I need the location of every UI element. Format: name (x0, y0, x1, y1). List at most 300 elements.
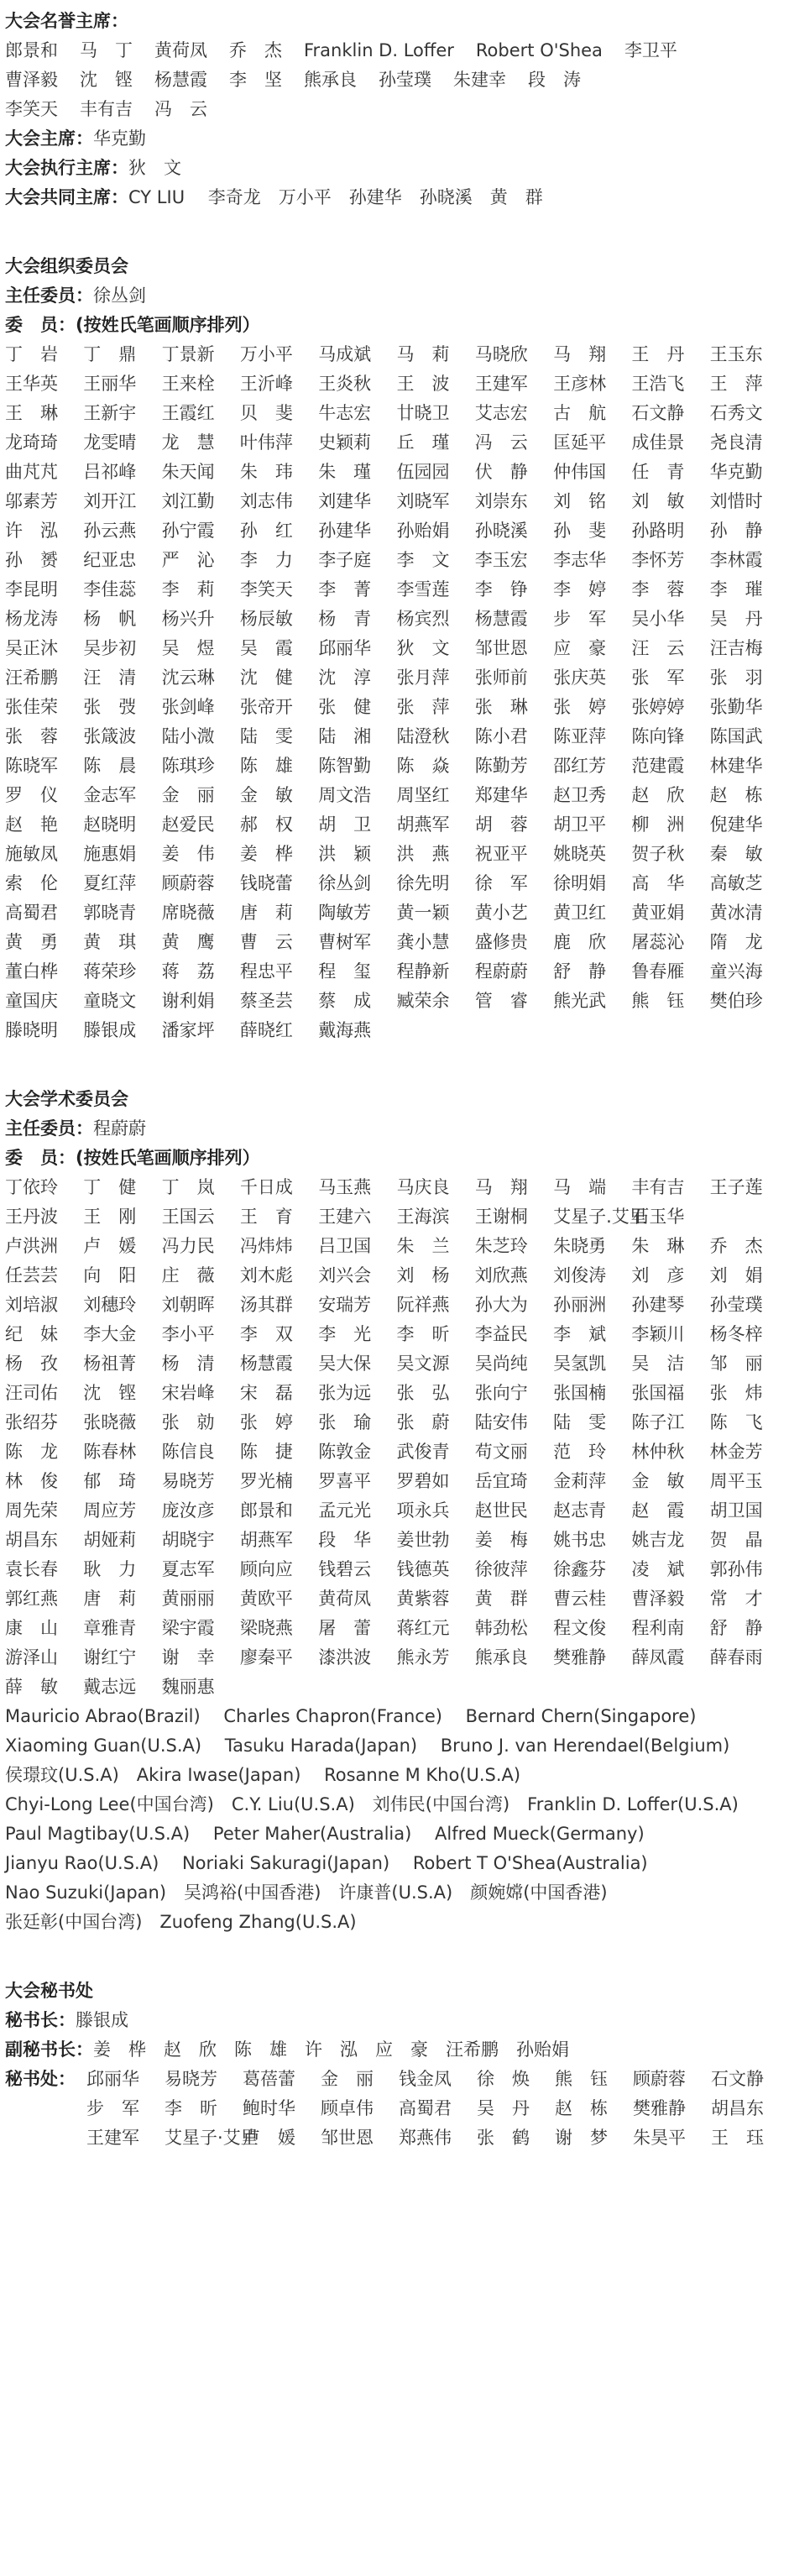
organizing-member-name: 李玉宏 (474, 550, 528, 570)
honorary-chair-name: 段 涛 (528, 70, 581, 90)
organizing-member-name: 步 军 (553, 609, 607, 629)
organizing-member-name: 张庆英 (553, 668, 607, 688)
organizing-members-grid (5, 340, 789, 1045)
academic-member-name: 漆洪波 (318, 1647, 372, 1668)
organizing-member-name: 蒋 荔 (161, 961, 215, 982)
deputy-secretary-label: 副秘书长： (5, 2039, 93, 2060)
academic-member-name: 张 蔚 (396, 1412, 450, 1432)
organizing-member-name: 鲁春雁 (631, 961, 685, 982)
organizing-member-name: 熊 钰 (631, 991, 685, 1011)
organizing-member-name: 尧良清 (709, 432, 763, 453)
organizing-member-name: 胡卫平 (553, 814, 607, 835)
academic-member-name: 谢红宁 (83, 1647, 137, 1668)
honorary-chair-name: 孙莹璞 (379, 70, 431, 90)
organizing-member-name: 王彦林 (553, 374, 607, 394)
organizing-member-name: 陈 雄 (239, 756, 293, 776)
organizing-member-name: 成佳景 (631, 432, 685, 453)
organizing-member-name: 洪 燕 (396, 844, 450, 864)
academic-member-name: 朱芝玲 (474, 1236, 528, 1256)
organizing-member-name: 刘建华 (318, 491, 372, 511)
academic-member-name: 乔 杰 (709, 1236, 763, 1256)
organizing-member-name: 狄 文 (396, 638, 450, 658)
academic-member-name: 曹泽毅 (631, 1589, 685, 1609)
academic-member-name: 刘 杨 (396, 1265, 450, 1285)
academic-member-name: 刘欣燕 (474, 1265, 528, 1285)
academic-member-name: 陈 飞 (709, 1412, 763, 1432)
academic-members-grid (5, 1173, 789, 1702)
organizing-member-name: 程 玺 (318, 961, 372, 982)
secretary-general-label: 秘书长： (5, 2010, 76, 2030)
secretariat-clerk-name: 葛蓓蕾 (243, 2069, 295, 2089)
academic-member-name: 刘兴会 (318, 1265, 372, 1285)
organizing-member-name: 程蔚蔚 (474, 961, 528, 982)
organizing-member-name: 黄 琪 (83, 932, 137, 952)
academic-member-name: 薛凤霞 (631, 1647, 685, 1668)
academic-member-name: 程文俊 (553, 1618, 607, 1638)
secretariat-clerk-name: 顾蔚蓉 (633, 2069, 686, 2089)
organizing-member-name: 杨龙涛 (5, 609, 58, 629)
organizing-member-name: 黄小艺 (474, 903, 528, 923)
academic-member-name: 安瑞芳 (318, 1295, 372, 1315)
academic-member-name: 马 端 (553, 1177, 607, 1197)
academic-member-name: 马 翔 (474, 1177, 528, 1197)
academic-member-name: 马玉燕 (318, 1177, 372, 1197)
academic-member-name: 熊承良 (474, 1647, 528, 1668)
organizing-member-name: 杨宾烈 (396, 609, 450, 629)
academic-member-name: 戴志远 (83, 1677, 137, 1697)
academic-member-name: 段 华 (318, 1530, 372, 1550)
academic-member-name: 游泽山 (5, 1647, 58, 1668)
academic-member-name: 赵世民 (474, 1500, 528, 1521)
organizing-member-name: 滕银成 (83, 1020, 137, 1040)
organizing-member-name: 赵 艳 (5, 814, 58, 835)
organizing-member-name: 王浩飞 (631, 374, 685, 394)
organizing-member-name: 高 华 (631, 873, 685, 893)
academic-member-name: 吴 洁 (631, 1353, 685, 1374)
academic-member-name: 张为远 (318, 1383, 372, 1403)
academic-member-name: 郭红燕 (5, 1589, 58, 1609)
honorary-chair-name: 李 坚 (229, 70, 282, 90)
honorary-chair-name: 沈 铿 (80, 70, 133, 90)
academic-member-name: 谢 幸 (161, 1647, 215, 1668)
academic-member-name: 姚吉龙 (631, 1530, 685, 1550)
academic-member-name: 王子莲 (709, 1177, 763, 1197)
organizing-member-name: 吴 丹 (709, 609, 763, 629)
organizing-member-name: 陈国武 (709, 726, 763, 746)
organizing-member-name: 黄冰清 (709, 903, 763, 923)
organizing-member-name: 陆 湘 (318, 726, 372, 746)
organizing-member-name: 唐 莉 (239, 903, 293, 923)
organizing-member-name: 曹树军 (318, 932, 372, 952)
secretariat-clerk-name: 赵 栋 (555, 2098, 608, 2118)
academic-member-name: 张 弘 (396, 1383, 450, 1403)
organizing-member-name: 赵爱民 (161, 814, 215, 835)
academic-member-name: 马庆良 (396, 1177, 450, 1197)
academic-member-name: 姚书忠 (553, 1530, 607, 1550)
honorary-chair-name: 丰有吉 (80, 99, 133, 119)
academic-member-name: 赵 霞 (631, 1500, 685, 1521)
organizing-member-name: 王霞红 (161, 403, 215, 423)
organizing-member-name: 丘 瑾 (396, 432, 450, 453)
exec-chair-name: 狄 文 (128, 158, 181, 178)
organizing-member-name: 孙建华 (318, 521, 372, 541)
secretariat-clerk-name: 金 丽 (321, 2069, 374, 2089)
secretariat-clerk-name: 王 珏 (711, 2128, 764, 2148)
deputy-secretary-row (5, 2035, 789, 2065)
organizing-member-name: 贝 斐 (239, 403, 293, 423)
organizing-member-name: 王 丹 (631, 344, 685, 364)
organizing-member-name: 马晓欣 (474, 344, 528, 364)
academic-member-name: 黄紫蓉 (396, 1589, 450, 1609)
academic-member-name: 黄丽丽 (161, 1589, 215, 1609)
organizing-member-name: 索 伦 (5, 873, 58, 893)
academic-member-name: 李 斌 (553, 1324, 607, 1344)
secretariat-clerk-name: 邱丽华 (86, 2069, 139, 2089)
academic-member-name: 林仲秋 (631, 1442, 685, 1462)
organizing-member-name: 周文浩 (318, 785, 372, 805)
academic-member-name: 周平玉 (709, 1471, 763, 1491)
organizing-member-name: 张帝开 (239, 697, 293, 717)
honorary-chair-name: 黄荷凤 (154, 40, 207, 60)
academic-member-name: 张 炜 (709, 1383, 763, 1403)
organizing-member-name: 张 弢 (83, 697, 137, 717)
organizing-member-name: 赵晓明 (83, 814, 137, 835)
academic-member-name: 李小平 (161, 1324, 215, 1344)
organizing-member-name: 张 萍 (396, 697, 450, 717)
academic-member-name: 宋 磊 (239, 1383, 293, 1403)
international-members-line: Chyi-Long Lee(中国台湾) C.Y. Liu(U.S.A) 刘伟民(中国台湾) Franklin D. Loffer(U.S.A) (5, 1794, 739, 1814)
organizing-member-name: 伍园园 (396, 462, 450, 482)
organizing-member-name: 张 琳 (474, 697, 528, 717)
organizing-member-name: 陈亚萍 (553, 726, 607, 746)
academic-member-name: 卢 媛 (83, 1236, 137, 1256)
secretariat-clerk-name: 高蜀君 (399, 2098, 452, 2118)
organizing-member-name: 隋 龙 (709, 932, 763, 952)
organizing-member-name: 蒋荣珍 (83, 961, 137, 982)
organizing-member-name: 熊光武 (553, 991, 607, 1011)
organizing-member-name: 李雪莲 (396, 579, 450, 599)
organizing-member-name: 张剑峰 (161, 697, 215, 717)
organizing-member-name: 王新宇 (83, 403, 137, 423)
organizing-member-name: 王 萍 (709, 374, 763, 394)
organizing-member-name: 洪 颖 (318, 844, 372, 864)
organizing-member-name: 李昆明 (5, 579, 58, 599)
organizing-member-name: 李 铮 (474, 579, 528, 599)
honorary-chair-name: Robert O'Shea (475, 40, 603, 60)
organizing-member-name: 杨兴升 (161, 609, 215, 629)
academic-member-name: 王国云 (161, 1207, 215, 1227)
secretariat-clerk-name: 熊 钰 (555, 2069, 608, 2089)
organizing-member-name: 张佳荣 (5, 697, 58, 717)
organizing-member-name: 仲伟国 (553, 462, 607, 482)
organizing-member-name: 龚小慧 (396, 932, 450, 952)
international-members-list (5, 1702, 789, 1937)
academic-member-name: 李颖川 (631, 1324, 685, 1344)
academic-member-name: 苟文丽 (474, 1442, 528, 1462)
secretariat-clerk-name: 顾卓伟 (321, 2098, 374, 2118)
academic-member-name: 王丹波 (5, 1207, 58, 1227)
academic-member-name: 吴文源 (396, 1353, 450, 1374)
secretariat-clerk-name: 胡昌东 (711, 2098, 764, 2118)
organizing-member-name: 林建华 (709, 756, 763, 776)
academic-member-name: 任芸芸 (5, 1265, 58, 1285)
academic-member-name: 冯炜炜 (239, 1236, 293, 1256)
academic-member-name: 徐彼萍 (474, 1559, 528, 1579)
organizing-member-name: 许 泓 (5, 521, 58, 541)
organizing-member-name: 曹 云 (239, 932, 293, 952)
organizing-member-name: 臧荣余 (396, 991, 450, 1011)
academic-member-name: 章雅青 (83, 1618, 137, 1638)
academic-member-name: 钱碧云 (318, 1559, 372, 1579)
organizing-member-name: 刘志伟 (239, 491, 293, 511)
organizing-member-name: 刘江勤 (161, 491, 215, 511)
organizing-member-name: 汪吉梅 (709, 638, 763, 658)
international-members-line: Xiaoming Guan(U.S.A) Tasuku Harada(Japan) Bruno J. van Herendael(Belgium) (5, 1736, 730, 1756)
organizing-member-name: 沈 淳 (318, 668, 372, 688)
organizing-member-name: 陈勤芳 (474, 756, 528, 776)
academic-member-name: 赵志青 (553, 1500, 607, 1521)
academic-member-name: 孙建琴 (631, 1295, 685, 1315)
organizing-member-name: 万小平 (239, 344, 293, 364)
honorary-chairs-label: 大会名誉主席： (5, 11, 128, 31)
organizing-member-name: 王丽华 (83, 374, 137, 394)
secretariat-clerk-name: 樊雅静 (633, 2098, 686, 2118)
organizing-director-row (5, 281, 789, 311)
organizing-member-name: 刘开江 (83, 491, 137, 511)
organizing-member-name: 金 丽 (161, 785, 215, 805)
organizing-member-name: 王 波 (396, 374, 450, 394)
organizing-member-name: 李 莉 (161, 579, 215, 599)
academic-member-name: 杨慧霞 (239, 1353, 293, 1374)
secretariat-clerk-name: 邹世恩 (321, 2128, 374, 2148)
organizing-member-name: 华克勤 (709, 462, 763, 482)
academic-member-name: 屠 蕾 (318, 1618, 372, 1638)
academic-member-name: 廖秦平 (239, 1647, 293, 1668)
academic-member-name: 杨 孜 (5, 1353, 58, 1374)
organizing-member-name: 陈晓军 (5, 756, 58, 776)
organizing-member-name: 任 青 (631, 462, 685, 482)
academic-member-name: 范 玲 (553, 1442, 607, 1462)
academic-member-name: 刘 彦 (631, 1265, 685, 1285)
academic-member-name: 冯力民 (161, 1236, 215, 1256)
honorary-chairs-list (5, 36, 789, 124)
academic-member-name: 凌 斌 (631, 1559, 685, 1579)
academic-member-name: 胡卫国 (709, 1500, 763, 1521)
organizing-member-name: 陆小溦 (161, 726, 215, 746)
academic-member-name: 杨祖菁 (83, 1353, 137, 1374)
organizing-member-name: 范建霞 (631, 756, 685, 776)
organizing-member-name: 戴海燕 (318, 1020, 372, 1040)
organizing-member-name: 丁 鼎 (83, 344, 137, 364)
organizing-member-name: 郭晓青 (83, 903, 137, 923)
organizing-member-name: 高敏芝 (709, 873, 763, 893)
organizing-member-name: 秦 敏 (709, 844, 763, 864)
organizing-member-name: 朱天闻 (161, 462, 215, 482)
organizing-member-name: 牛志宏 (318, 403, 372, 423)
exec-chair-label: 大会执行主席： (5, 158, 128, 178)
organizing-member-name: 张 羽 (709, 668, 763, 688)
chair-row (5, 124, 789, 154)
academic-member-name: 李 光 (318, 1324, 372, 1344)
academic-member-name: 陈 捷 (239, 1442, 293, 1462)
organizing-member-name: 黄卫红 (553, 903, 607, 923)
organizing-member-name: 李 力 (239, 550, 293, 570)
organizing-member-name: 蔡圣芸 (239, 991, 293, 1011)
organizing-member-name: 金 敏 (239, 785, 293, 805)
academic-member-name: 常 才 (709, 1589, 763, 1609)
secretariat-clerk-name: 徐 焕 (477, 2069, 530, 2089)
academic-member-name: 陈春林 (83, 1442, 137, 1462)
honorary-chair-name: 曹泽毅 (5, 70, 58, 90)
academic-member-name: 张 勍 (161, 1412, 215, 1432)
deputy-secretary-names: 姜 桦 赵 欣 陈 雄 许 泓 应 豪 汪希鹏 孙贻娟 (93, 2039, 569, 2060)
organizing-member-name: 胡 卫 (318, 814, 372, 835)
secretariat-clerk-name: 艾星子·艾里 (165, 2128, 259, 2148)
honorary-chairs-line (5, 95, 789, 124)
academic-member-name: 丰有吉 (631, 1177, 685, 1197)
organizing-member-name: 施惠娟 (83, 844, 137, 864)
organizing-member-name: 胡 蓉 (474, 814, 528, 835)
academic-member-name: 魏丽惠 (161, 1677, 215, 1697)
academic-member-name: 吴尚纯 (474, 1353, 528, 1374)
academic-member-name: 张绍芬 (5, 1412, 58, 1432)
organizing-member-name: 张勤华 (709, 697, 763, 717)
honorary-chair-name: 郎景和 (5, 40, 58, 60)
organizing-member-name: 张 婷 (553, 697, 607, 717)
academic-member-name: 钱德英 (396, 1559, 450, 1579)
organizing-member-name: 贺子秋 (631, 844, 685, 864)
academic-member-name: 郎景和 (239, 1500, 293, 1521)
organizing-member-name: 邬素芳 (5, 491, 58, 511)
organizing-member-name: 艾志宏 (474, 403, 528, 423)
secretariat-clerks-row (5, 2065, 789, 2153)
honorary-chair-name: 李卫平 (624, 40, 677, 60)
organizing-member-name: 沈云琳 (161, 668, 215, 688)
academic-member-name: 黄 群 (474, 1589, 528, 1609)
secretariat-clerks-label: 秘书处： (5, 2069, 76, 2089)
academic-member-name: 王海滨 (396, 1207, 450, 1227)
honorary-chair-name: 马 丁 (80, 40, 133, 60)
organizing-member-name: 龙 慧 (161, 432, 215, 453)
organizing-member-name: 郝 权 (239, 814, 293, 835)
academic-member-name: 艾星子.艾里 (553, 1207, 647, 1227)
academic-member-name: 王谢桐 (474, 1207, 528, 1227)
academic-member-name: 石玉华 (631, 1207, 685, 1227)
secretariat-title: 大会秘书处 (5, 1981, 93, 2001)
organizing-member-name: 夏红萍 (83, 873, 137, 893)
academic-member-name: 张 瑜 (318, 1412, 372, 1432)
international-members-line: Paul Magtibay(U.S.A) Peter Maher(Australia) Alfred Mueck(Germany) (5, 1824, 645, 1844)
academic-member-name (710, 1202, 788, 1232)
honorary-chair-name: 冯 云 (154, 99, 207, 119)
secretary-general-row (5, 2006, 789, 2035)
academic-member-name: 樊雅静 (553, 1647, 607, 1668)
academic-members-label: 委 员：(按姓氏笔画顺序排列） (5, 1148, 260, 1168)
organizing-member-name: 古 航 (553, 403, 607, 423)
organizing-member-name: 马成斌 (318, 344, 372, 364)
organizing-member-name: 张箴波 (83, 726, 137, 746)
organizing-member-name: 廿晓卫 (396, 403, 450, 423)
international-members-line: 张廷彰(中国台湾) Zuofeng Zhang(U.S.A) (5, 1912, 357, 1932)
academic-member-name: 胡娅莉 (83, 1530, 137, 1550)
chair-label: 大会主席： (5, 128, 93, 149)
organizing-member-name: 吕祁峰 (83, 462, 137, 482)
organizing-member-name: 程忠平 (239, 961, 293, 982)
academic-member-name: 庞汝彦 (161, 1500, 215, 1521)
academic-member-name: 孙大为 (474, 1295, 528, 1315)
academic-member-name: 李大金 (83, 1324, 137, 1344)
international-members-line: Jianyu Rao(U.S.A) Noriaki Sakuragi(Japan) Robert T O'Shea(Australia) (5, 1853, 648, 1873)
academic-member-name: 张向宁 (474, 1383, 528, 1403)
academic-member-name: 邹 丽 (709, 1353, 763, 1374)
exec-chair-row (5, 154, 789, 183)
organizing-member-name: 纪亚忠 (83, 550, 137, 570)
organizing-member-name: 徐先明 (396, 873, 450, 893)
organizing-member-name: 龙雯晴 (83, 432, 137, 453)
academic-member-name: 千日成 (239, 1177, 293, 1197)
organizing-member-name: 李怀芳 (631, 550, 685, 570)
organizing-member-name: 陈小君 (474, 726, 528, 746)
organizing-member-name: 姚晓英 (553, 844, 607, 864)
academic-member-name: 郭孙伟 (709, 1559, 763, 1579)
international-members-line: Nao Suzuki(Japan) 吴鸿裕(中国香港) 许康普(U.S.A) 颜婉嫦(中国香港) (5, 1882, 608, 1903)
organizing-member-name: 徐丛剑 (318, 873, 372, 893)
secretariat-clerks-grid (86, 2065, 789, 2153)
academic-member-name: 卢洪洲 (5, 1236, 58, 1256)
academic-member-name: 岳宜琦 (474, 1471, 528, 1491)
academic-member-name: 姜世勃 (396, 1530, 450, 1550)
academic-member-name: 刘俊涛 (553, 1265, 607, 1285)
academic-member-name: 朱 琳 (631, 1236, 685, 1256)
organizing-member-name: 童晓文 (83, 991, 137, 1011)
organizing-member-name: 刘惜时 (709, 491, 763, 511)
organizing-member-name: 吴正沐 (5, 638, 58, 658)
organizing-member-name: 黄亚娟 (631, 903, 685, 923)
academic-member-name: 丁 健 (83, 1177, 137, 1197)
chair-name: 华克勤 (93, 128, 146, 149)
organizing-member-name: 潘家坪 (161, 1020, 215, 1040)
academic-member-name: 丁依玲 (5, 1177, 58, 1197)
secretariat-clerk-name: 王建军 (86, 2128, 139, 2148)
organizing-member-name: 管 睿 (474, 991, 528, 1011)
secretariat-clerk-name: 易晓芳 (165, 2069, 217, 2089)
academic-member-name: 薛 敏 (5, 1677, 58, 1697)
academic-member-name: 孙丽洲 (553, 1295, 607, 1315)
secretariat-clerk-name: 石文静 (711, 2069, 764, 2089)
organizing-member-name: 张 军 (631, 668, 685, 688)
academic-member-name: 周应芳 (83, 1500, 137, 1521)
organizing-member-name: 孙 斐 (553, 521, 607, 541)
co-chairs-row (5, 183, 789, 212)
organizing-member-name: 陈 晨 (83, 756, 137, 776)
academic-member-name: 梁宇霞 (161, 1618, 215, 1638)
academic-member-name: 朱 兰 (396, 1236, 450, 1256)
organizing-member-name: 王炎秋 (318, 374, 372, 394)
academic-member-name: 李 昕 (396, 1324, 450, 1344)
organizing-member-name: 钱晓蕾 (239, 873, 293, 893)
organizing-member-name: 马 翔 (553, 344, 607, 364)
academic-member-name: 顾向应 (239, 1559, 293, 1579)
organizing-member-name: 刘 铭 (553, 491, 607, 511)
organizing-member-name: 丁景新 (161, 344, 215, 364)
academic-member-name: 徐鑫芬 (553, 1559, 607, 1579)
academic-member-name: 郁 琦 (83, 1471, 137, 1491)
organizing-member-name: 沈 健 (239, 668, 293, 688)
academic-member-name: 阮祥燕 (396, 1295, 450, 1315)
secretariat-clerk-name: 吴 丹 (477, 2098, 530, 2118)
secretariat-clerk-name: 李 昕 (165, 2098, 217, 2118)
organizing-member-name: 周坚红 (396, 785, 450, 805)
